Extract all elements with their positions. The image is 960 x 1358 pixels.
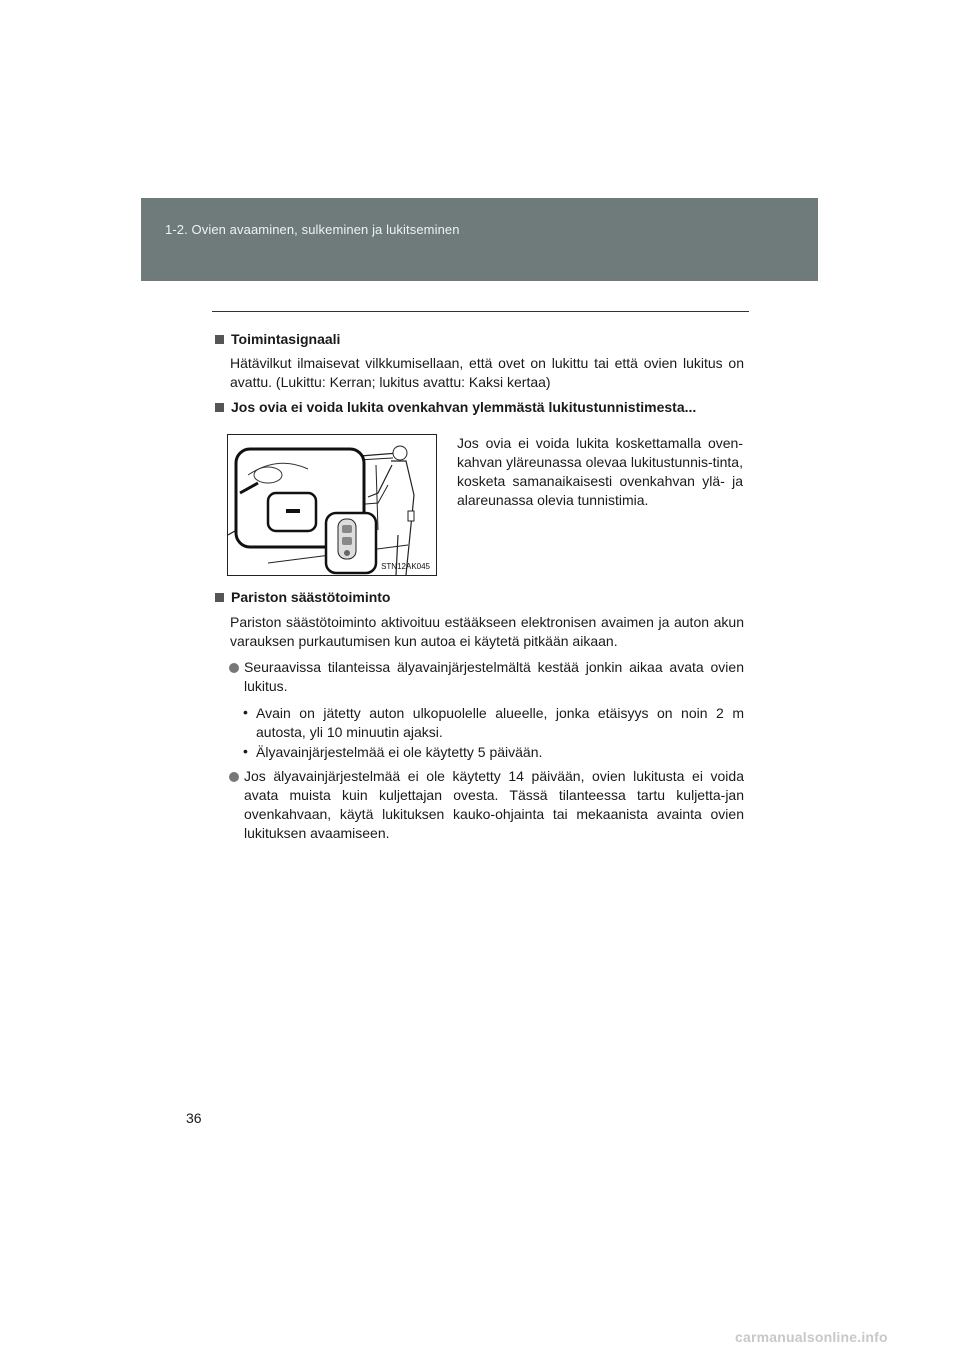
paragraph-jos-ovia: Jos ovia ei voida lukita koskettamalla oven-kahvan yläreunassa olevaa lukitustunnis-tinta, kosketa samanaikaisesti ovenkahvan ylä- ja alareunassa olevia tunnistimia. xyxy=(457,435,743,508)
square-bullet-icon xyxy=(215,593,224,602)
figure-code: STN12AK045 xyxy=(381,562,430,571)
dot-bullet-icon: • xyxy=(243,743,248,759)
section-divider xyxy=(212,311,749,312)
paragraph-pariston: Pariston säästötoiminto aktivoituu estääkseen elektronisen avaimen ja auton akun varauksen purkautumisen kun autoa ei käytetä pitkään aikaan. xyxy=(230,614,744,649)
dot-bullet-icon: • xyxy=(243,704,248,720)
heading-toimintasignaali xyxy=(215,331,340,347)
circle-bullet-icon xyxy=(229,663,239,673)
bullet-item: Seuraavissa tilanteissa älyavainjärjestelmältä kestää jonkin aikaa avata ovien lukitus. xyxy=(244,659,744,694)
heading-jos-ovia xyxy=(215,399,696,415)
heading-pariston xyxy=(215,589,390,605)
page-number: 36 xyxy=(186,1110,202,1126)
heading-text: Pariston säästötoiminto xyxy=(231,589,391,605)
bullet-item: Jos älyavainjärjestelmää ei ole käytetty 14 päivään, ovien lukitusta ei voida avata muista kuin kuljettajan ovesta. Tässä tilanteessa tartu kuljetta-jan ovenkahvaan, käytä lukituksen kauko-ohjainta tai mekaanista avainta ovien lukituksen avaamiseen. xyxy=(244,768,744,841)
square-bullet-icon xyxy=(215,335,224,344)
chapter-header-band xyxy=(141,198,818,281)
paragraph-toimintasignaali: Hätävilkut ilmaisevat vilkkumisellaan, että ovet on lukittu tai että ovien lukitus on avattu. (Lukittu: Kerran; lukitus avattu: Kaksi kertaa) xyxy=(230,355,744,390)
figure-door-handle-illustration xyxy=(227,434,437,576)
sub-item: Avain on jätetty auton ulkopuolelle alueelle, jonka etäisyys on noin 2 m autosta, yli 10 minuutin ajaksi. xyxy=(256,705,744,740)
car-door-key-illustration xyxy=(228,435,436,575)
chapter-title: 1-2. Ovien avaaminen, sulkeminen ja lukitseminen xyxy=(165,222,460,237)
heading-text: Jos ovia ei voida lukita ovenkahvan ylemmästä lukitustunnistimesta... xyxy=(231,399,697,415)
square-bullet-icon xyxy=(215,403,224,412)
heading-text: Toimintasignaali xyxy=(231,331,341,347)
watermark: carmanualsonline.info xyxy=(735,1329,888,1345)
sub-item: Älyavainjärjestelmää ei ole käytetty 5 päivään. xyxy=(256,744,543,760)
circle-bullet-icon xyxy=(229,772,239,782)
